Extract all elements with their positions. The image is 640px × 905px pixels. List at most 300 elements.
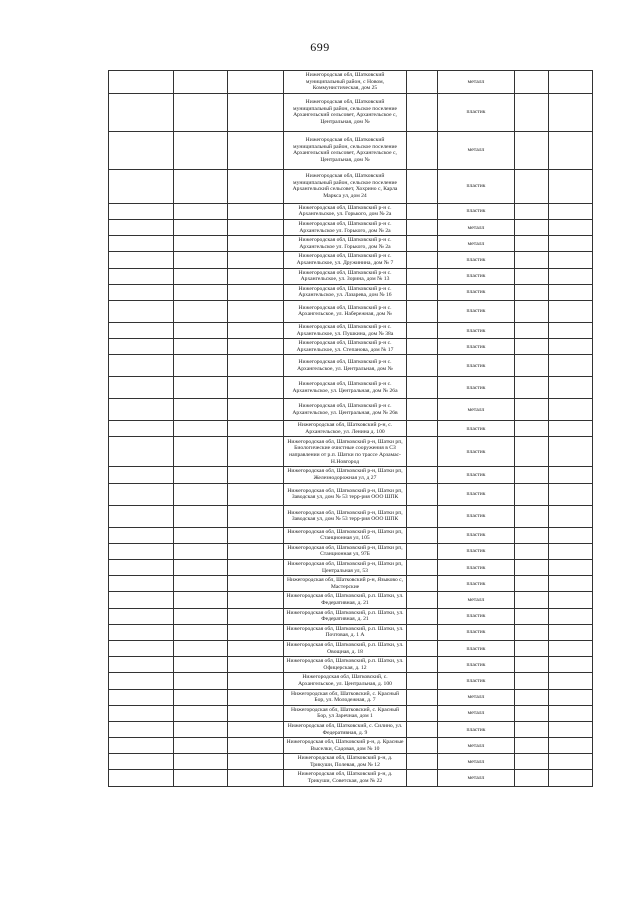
material-cell: металл (438, 219, 515, 235)
empty-cell (109, 754, 174, 770)
empty-cell (109, 705, 174, 721)
empty-cell (109, 657, 174, 673)
empty-cell (174, 437, 228, 467)
table-row (109, 421, 593, 437)
material-cell: пластик (438, 252, 515, 268)
table-row (109, 93, 593, 131)
empty-cell (174, 560, 228, 576)
empty-cell (228, 705, 284, 721)
empty-cell (515, 483, 549, 505)
empty-cell (549, 268, 593, 284)
table-row (109, 738, 593, 754)
table-row (109, 576, 593, 592)
address-cell: Нижегородская обл, Шатковский р-н, Шатки рп, Станционная ул, 105 (284, 527, 407, 543)
empty-cell (515, 284, 549, 300)
empty-cell (109, 770, 174, 786)
empty-cell (515, 131, 549, 169)
table-row (109, 203, 593, 219)
empty-cell (228, 203, 284, 219)
page-number: 699 (310, 40, 330, 54)
table-row (109, 377, 593, 399)
empty-cell (549, 169, 593, 203)
empty-cell (549, 576, 593, 592)
address-cell: Нижегородская обл, Шатковский р-н с. Архангельское, ул. Центральная, дом № 26в (284, 399, 407, 421)
empty-cell (549, 640, 593, 656)
address-cell: Нижегородская обл, Шатковский р-н с. Архангельское, ул. Дружинина, дом № 7 (284, 252, 407, 268)
empty-cell (407, 284, 438, 300)
empty-cell (228, 355, 284, 377)
empty-cell (109, 608, 174, 624)
address-cell: Нижегородская обл, Шатковский р-н, Языково с, Мастерские (284, 576, 407, 592)
address-cell: Нижегородская обл, Шатковский р-н с. Архангельское ул. Горького, дом № 2а (284, 219, 407, 235)
empty-cell (174, 169, 228, 203)
empty-cell (515, 93, 549, 131)
empty-cell (174, 754, 228, 770)
address-cell: Нижегородская обл, Шатковский муниципальный район, с Новом, Коммунистическая, дом 25 (284, 71, 407, 94)
empty-cell (549, 421, 593, 437)
empty-cell (228, 770, 284, 786)
empty-cell (549, 300, 593, 322)
material-cell: пластик (438, 657, 515, 673)
empty-cell (515, 421, 549, 437)
empty-cell (174, 399, 228, 421)
empty-cell (549, 219, 593, 235)
empty-cell (549, 399, 593, 421)
address-cell: Нижегородская обл, Шатковский, р.п. Шатки, ул. Федеративная, д. 21 (284, 608, 407, 624)
empty-cell (515, 754, 549, 770)
empty-cell (515, 738, 549, 754)
empty-cell (228, 560, 284, 576)
empty-cell (174, 355, 228, 377)
empty-cell (515, 576, 549, 592)
table-row (109, 339, 593, 355)
table-row (109, 689, 593, 705)
material-cell: пластик (438, 640, 515, 656)
empty-cell (549, 754, 593, 770)
empty-cell (109, 284, 174, 300)
address-cell: Нижегородская обл, Шатковский р-н, Шатки рп, Железнодорожная ул, д 27 (284, 467, 407, 483)
empty-cell (515, 592, 549, 608)
empty-cell (407, 421, 438, 437)
empty-cell (174, 268, 228, 284)
empty-cell (515, 770, 549, 786)
address-cell: Нижегородская обл, Шатковский, р.п. Шатки, ул. Овощная, д. 18 (284, 640, 407, 656)
table-row (109, 252, 593, 268)
empty-cell (228, 608, 284, 624)
empty-cell (407, 355, 438, 377)
empty-cell (174, 71, 228, 94)
empty-cell (228, 437, 284, 467)
empty-cell (407, 437, 438, 467)
empty-cell (174, 738, 228, 754)
empty-cell (515, 377, 549, 399)
empty-cell (228, 131, 284, 169)
empty-cell (549, 71, 593, 94)
empty-cell (515, 437, 549, 467)
table-row (109, 527, 593, 543)
empty-cell (515, 543, 549, 559)
empty-cell (228, 624, 284, 640)
empty-cell (407, 705, 438, 721)
empty-cell (549, 527, 593, 543)
empty-cell (174, 505, 228, 527)
material-cell: пластик (438, 483, 515, 505)
empty-cell (109, 377, 174, 399)
address-cell: Нижегородская обл, Шатковский, с. Архангельское, ул. Центральная, д. 100 (284, 673, 407, 689)
empty-cell (109, 721, 174, 737)
address-cell: Нижегородская обл, Шатковский р-н, Шатки рп, Заводская ул, дом № 53 терр-рия ООО ШПК (284, 483, 407, 505)
table-row (109, 399, 593, 421)
empty-cell (109, 355, 174, 377)
empty-cell (174, 131, 228, 169)
empty-cell (228, 169, 284, 203)
empty-cell (109, 437, 174, 467)
empty-cell (549, 355, 593, 377)
empty-cell (174, 467, 228, 483)
empty-cell (228, 483, 284, 505)
empty-cell (174, 483, 228, 505)
empty-cell (228, 657, 284, 673)
empty-cell (174, 93, 228, 131)
empty-cell (228, 284, 284, 300)
empty-cell (109, 71, 174, 94)
address-cell: Нижегородская обл, Шатковский, р.п. Шатки, ул. Офицерская, д. 12 (284, 657, 407, 673)
material-cell: пластик (438, 624, 515, 640)
empty-cell (228, 421, 284, 437)
address-cell: Нижегородская обл, Шатковский, с. Силино, ул. Федеративная, д. 9 (284, 721, 407, 737)
empty-cell (407, 339, 438, 355)
empty-cell (549, 657, 593, 673)
empty-cell (515, 268, 549, 284)
material-cell: пластик (438, 560, 515, 576)
material-cell: пластик (438, 300, 515, 322)
empty-cell (407, 754, 438, 770)
empty-cell (174, 721, 228, 737)
empty-cell (549, 377, 593, 399)
empty-cell (515, 505, 549, 527)
empty-cell (407, 689, 438, 705)
address-cell: Нижегородская обл, Шатковский р-н, д. Трикуши, Полевая, дом № 12 (284, 754, 407, 770)
empty-cell (174, 770, 228, 786)
address-cell: Нижегородская обл, Шатковский муниципальный район, сельское поселение Архангельский сельсовет, Хохрино с, Карла Маркса ул, дом 24 (284, 169, 407, 203)
material-cell: пластик (438, 93, 515, 131)
empty-cell (515, 721, 549, 737)
empty-cell (109, 543, 174, 559)
address-cell: Нижегородская обл, Шатковский р-н с. Архангельское, ул. Центральная, дом № (284, 355, 407, 377)
table-row (109, 300, 593, 322)
empty-cell (109, 576, 174, 592)
empty-cell (228, 505, 284, 527)
empty-cell (228, 754, 284, 770)
empty-cell (174, 252, 228, 268)
empty-cell (174, 322, 228, 338)
empty-cell (407, 399, 438, 421)
table-row (109, 560, 593, 576)
material-cell: пластик (438, 467, 515, 483)
empty-cell (407, 657, 438, 673)
table-row (109, 169, 593, 203)
table-row (109, 219, 593, 235)
empty-cell (407, 592, 438, 608)
empty-cell (549, 543, 593, 559)
empty-cell (407, 527, 438, 543)
address-cell: Нижегородская обл, Шатковский р-н, с. Архангельское, ул. Ленина д. 100 (284, 421, 407, 437)
empty-cell (515, 169, 549, 203)
empty-cell (407, 608, 438, 624)
empty-cell (515, 252, 549, 268)
empty-cell (549, 689, 593, 705)
table-row (109, 131, 593, 169)
empty-cell (109, 203, 174, 219)
empty-cell (515, 355, 549, 377)
table-row (109, 754, 593, 770)
empty-cell (515, 219, 549, 235)
empty-cell (407, 219, 438, 235)
empty-cell (515, 527, 549, 543)
empty-cell (174, 421, 228, 437)
material-cell: пластик (438, 421, 515, 437)
empty-cell (174, 543, 228, 559)
empty-cell (549, 608, 593, 624)
empty-cell (174, 640, 228, 656)
material-cell: пластик (438, 377, 515, 399)
empty-cell (109, 560, 174, 576)
empty-cell (407, 377, 438, 399)
empty-cell (228, 640, 284, 656)
empty-cell (515, 236, 549, 252)
empty-cell (549, 624, 593, 640)
empty-cell (174, 608, 228, 624)
empty-cell (515, 657, 549, 673)
table-row (109, 236, 593, 252)
address-cell: Нижегородская обл, Шатковский р-н, д. Трикуши, Советская, дом № 22 (284, 770, 407, 786)
material-cell: пластик (438, 169, 515, 203)
material-cell: пластик (438, 355, 515, 377)
empty-cell (407, 236, 438, 252)
empty-cell (515, 560, 549, 576)
empty-cell (109, 268, 174, 284)
material-cell: металл (438, 71, 515, 94)
empty-cell (174, 673, 228, 689)
empty-cell (174, 592, 228, 608)
empty-cell (109, 131, 174, 169)
empty-cell (407, 300, 438, 322)
empty-cell (515, 322, 549, 338)
material-cell: пластик (438, 608, 515, 624)
table-row (109, 505, 593, 527)
empty-cell (407, 543, 438, 559)
empty-cell (109, 505, 174, 527)
material-cell: пластик (438, 203, 515, 219)
address-cell: Нижегородская обл, Шатковский р-н, Шатки рп, Станционная ул, 97Б (284, 543, 407, 559)
empty-cell (407, 169, 438, 203)
material-cell: пластик (438, 268, 515, 284)
empty-cell (228, 738, 284, 754)
empty-cell (174, 576, 228, 592)
material-cell: металл (438, 738, 515, 754)
material-cell: пластик (438, 721, 515, 737)
empty-cell (174, 236, 228, 252)
empty-cell (228, 576, 284, 592)
address-cell: Нижегородская обл, Шатковский р-н, Шатки рп, Центральная ул, 53 (284, 560, 407, 576)
address-cell: Нижегородская обл, Шатковский р-н с. Архангельское ул. Горького, дом № 2а (284, 236, 407, 252)
material-cell: пластик (438, 576, 515, 592)
empty-cell (174, 339, 228, 355)
table-row (109, 355, 593, 377)
empty-cell (515, 673, 549, 689)
empty-cell (228, 300, 284, 322)
material-cell: пластик (438, 527, 515, 543)
empty-cell (228, 71, 284, 94)
empty-cell (407, 252, 438, 268)
empty-cell (109, 592, 174, 608)
table-row (109, 284, 593, 300)
empty-cell (228, 268, 284, 284)
registry-table (108, 70, 593, 787)
empty-cell (228, 236, 284, 252)
empty-cell (174, 705, 228, 721)
material-cell: металл (438, 770, 515, 786)
address-cell: Нижегородская обл, Шатковский муниципальный район, сельское поселение Архангельский сельсовет, Архангельское с, Центральная, дом № (284, 131, 407, 169)
empty-cell (549, 738, 593, 754)
table-row (109, 608, 593, 624)
empty-cell (515, 339, 549, 355)
empty-cell (407, 131, 438, 169)
empty-cell (515, 640, 549, 656)
empty-cell (549, 505, 593, 527)
empty-cell (228, 322, 284, 338)
table-row (109, 770, 593, 786)
empty-cell (109, 322, 174, 338)
material-cell: пластик (438, 322, 515, 338)
material-cell: пластик (438, 339, 515, 355)
empty-cell (174, 527, 228, 543)
table-row (109, 543, 593, 559)
empty-cell (109, 738, 174, 754)
empty-cell (549, 93, 593, 131)
empty-cell (407, 738, 438, 754)
empty-cell (407, 71, 438, 94)
empty-cell (174, 689, 228, 705)
empty-cell (109, 339, 174, 355)
address-cell: Нижегородская обл, Шатковский р-н, д. Красные Выселки, Садовая, дом № 10 (284, 738, 407, 754)
address-cell: Нижегородская обл, Шатковский, с. Красный Бор, ул Заречная, дом 1 (284, 705, 407, 721)
address-cell: Нижегородская обл, Шатковский р-н, Шатки рп, Заводская ул, дом № 53 терр-рия ООО ШПК (284, 505, 407, 527)
table-row (109, 268, 593, 284)
empty-cell (109, 467, 174, 483)
empty-cell (109, 169, 174, 203)
empty-cell (407, 505, 438, 527)
empty-cell (549, 339, 593, 355)
table-row (109, 483, 593, 505)
table-row (109, 592, 593, 608)
address-cell: Нижегородская обл, Шатковский, р.п. Шатки, ул. Почтовая, д. 1 А (284, 624, 407, 640)
empty-cell (228, 252, 284, 268)
empty-cell (228, 689, 284, 705)
empty-cell (407, 624, 438, 640)
empty-cell (109, 689, 174, 705)
material-cell: металл (438, 689, 515, 705)
empty-cell (549, 467, 593, 483)
material-cell: металл (438, 705, 515, 721)
address-cell: Нижегородская обл, Шатковский р-н с. Архангельское, ул. Набережная, дом № (284, 300, 407, 322)
address-cell: Нижегородская обл, Шатковский р-н с. Архангельское, ул. Зорина, дом № 13 (284, 268, 407, 284)
empty-cell (407, 483, 438, 505)
empty-cell (407, 322, 438, 338)
address-cell: Нижегородская обл, Шатковский, с. Красный Бор, ул. Молодежная, д. 7 (284, 689, 407, 705)
empty-cell (549, 236, 593, 252)
empty-cell (549, 483, 593, 505)
empty-cell (109, 236, 174, 252)
empty-cell (515, 467, 549, 483)
table-row (109, 673, 593, 689)
empty-cell (228, 527, 284, 543)
empty-cell (174, 657, 228, 673)
empty-cell (228, 377, 284, 399)
empty-cell (515, 624, 549, 640)
empty-cell (109, 483, 174, 505)
empty-cell (228, 339, 284, 355)
empty-cell (515, 300, 549, 322)
empty-cell (407, 560, 438, 576)
empty-cell (228, 399, 284, 421)
empty-cell (407, 640, 438, 656)
empty-cell (228, 592, 284, 608)
empty-cell (109, 421, 174, 437)
empty-cell (228, 93, 284, 131)
empty-cell (549, 721, 593, 737)
empty-cell (109, 252, 174, 268)
address-cell: Нижегородская обл, Шатковский, р.п. Шатки, ул. Федеративная, д. 21 (284, 592, 407, 608)
empty-cell (515, 689, 549, 705)
address-cell: Нижегородская обл, Шатковский р-н с. Архангельское, ул. Лазарева, дом № 16 (284, 284, 407, 300)
empty-cell (407, 770, 438, 786)
empty-cell (549, 203, 593, 219)
empty-cell (109, 624, 174, 640)
empty-cell (549, 673, 593, 689)
empty-cell (174, 377, 228, 399)
empty-cell (109, 673, 174, 689)
empty-cell (109, 399, 174, 421)
empty-cell (174, 284, 228, 300)
empty-cell (407, 467, 438, 483)
empty-cell (228, 721, 284, 737)
empty-cell (515, 203, 549, 219)
material-cell: пластик (438, 437, 515, 467)
empty-cell (228, 467, 284, 483)
empty-cell (174, 203, 228, 219)
empty-cell (228, 543, 284, 559)
empty-cell (407, 673, 438, 689)
empty-cell (109, 527, 174, 543)
material-cell: металл (438, 754, 515, 770)
empty-cell (228, 219, 284, 235)
material-cell: пластик (438, 505, 515, 527)
table-row (109, 437, 593, 467)
empty-cell (407, 268, 438, 284)
table-row (109, 624, 593, 640)
empty-cell (109, 219, 174, 235)
empty-cell (109, 640, 174, 656)
empty-cell (174, 219, 228, 235)
empty-cell (549, 437, 593, 467)
table-row (109, 640, 593, 656)
material-cell: пластик (438, 284, 515, 300)
address-cell: Нижегородская обл, Шатковский р-н с. Архангельское, ул. Пушкина, дом № 38а (284, 322, 407, 338)
empty-cell (407, 203, 438, 219)
address-cell: Нижегородская обл, Шатковский р-н, Шатки рп, Биологические очистные сооружения в СЗ направлении от р.п. Шатки по трассе Арзамас-Н.Новгород (284, 437, 407, 467)
empty-cell (174, 624, 228, 640)
